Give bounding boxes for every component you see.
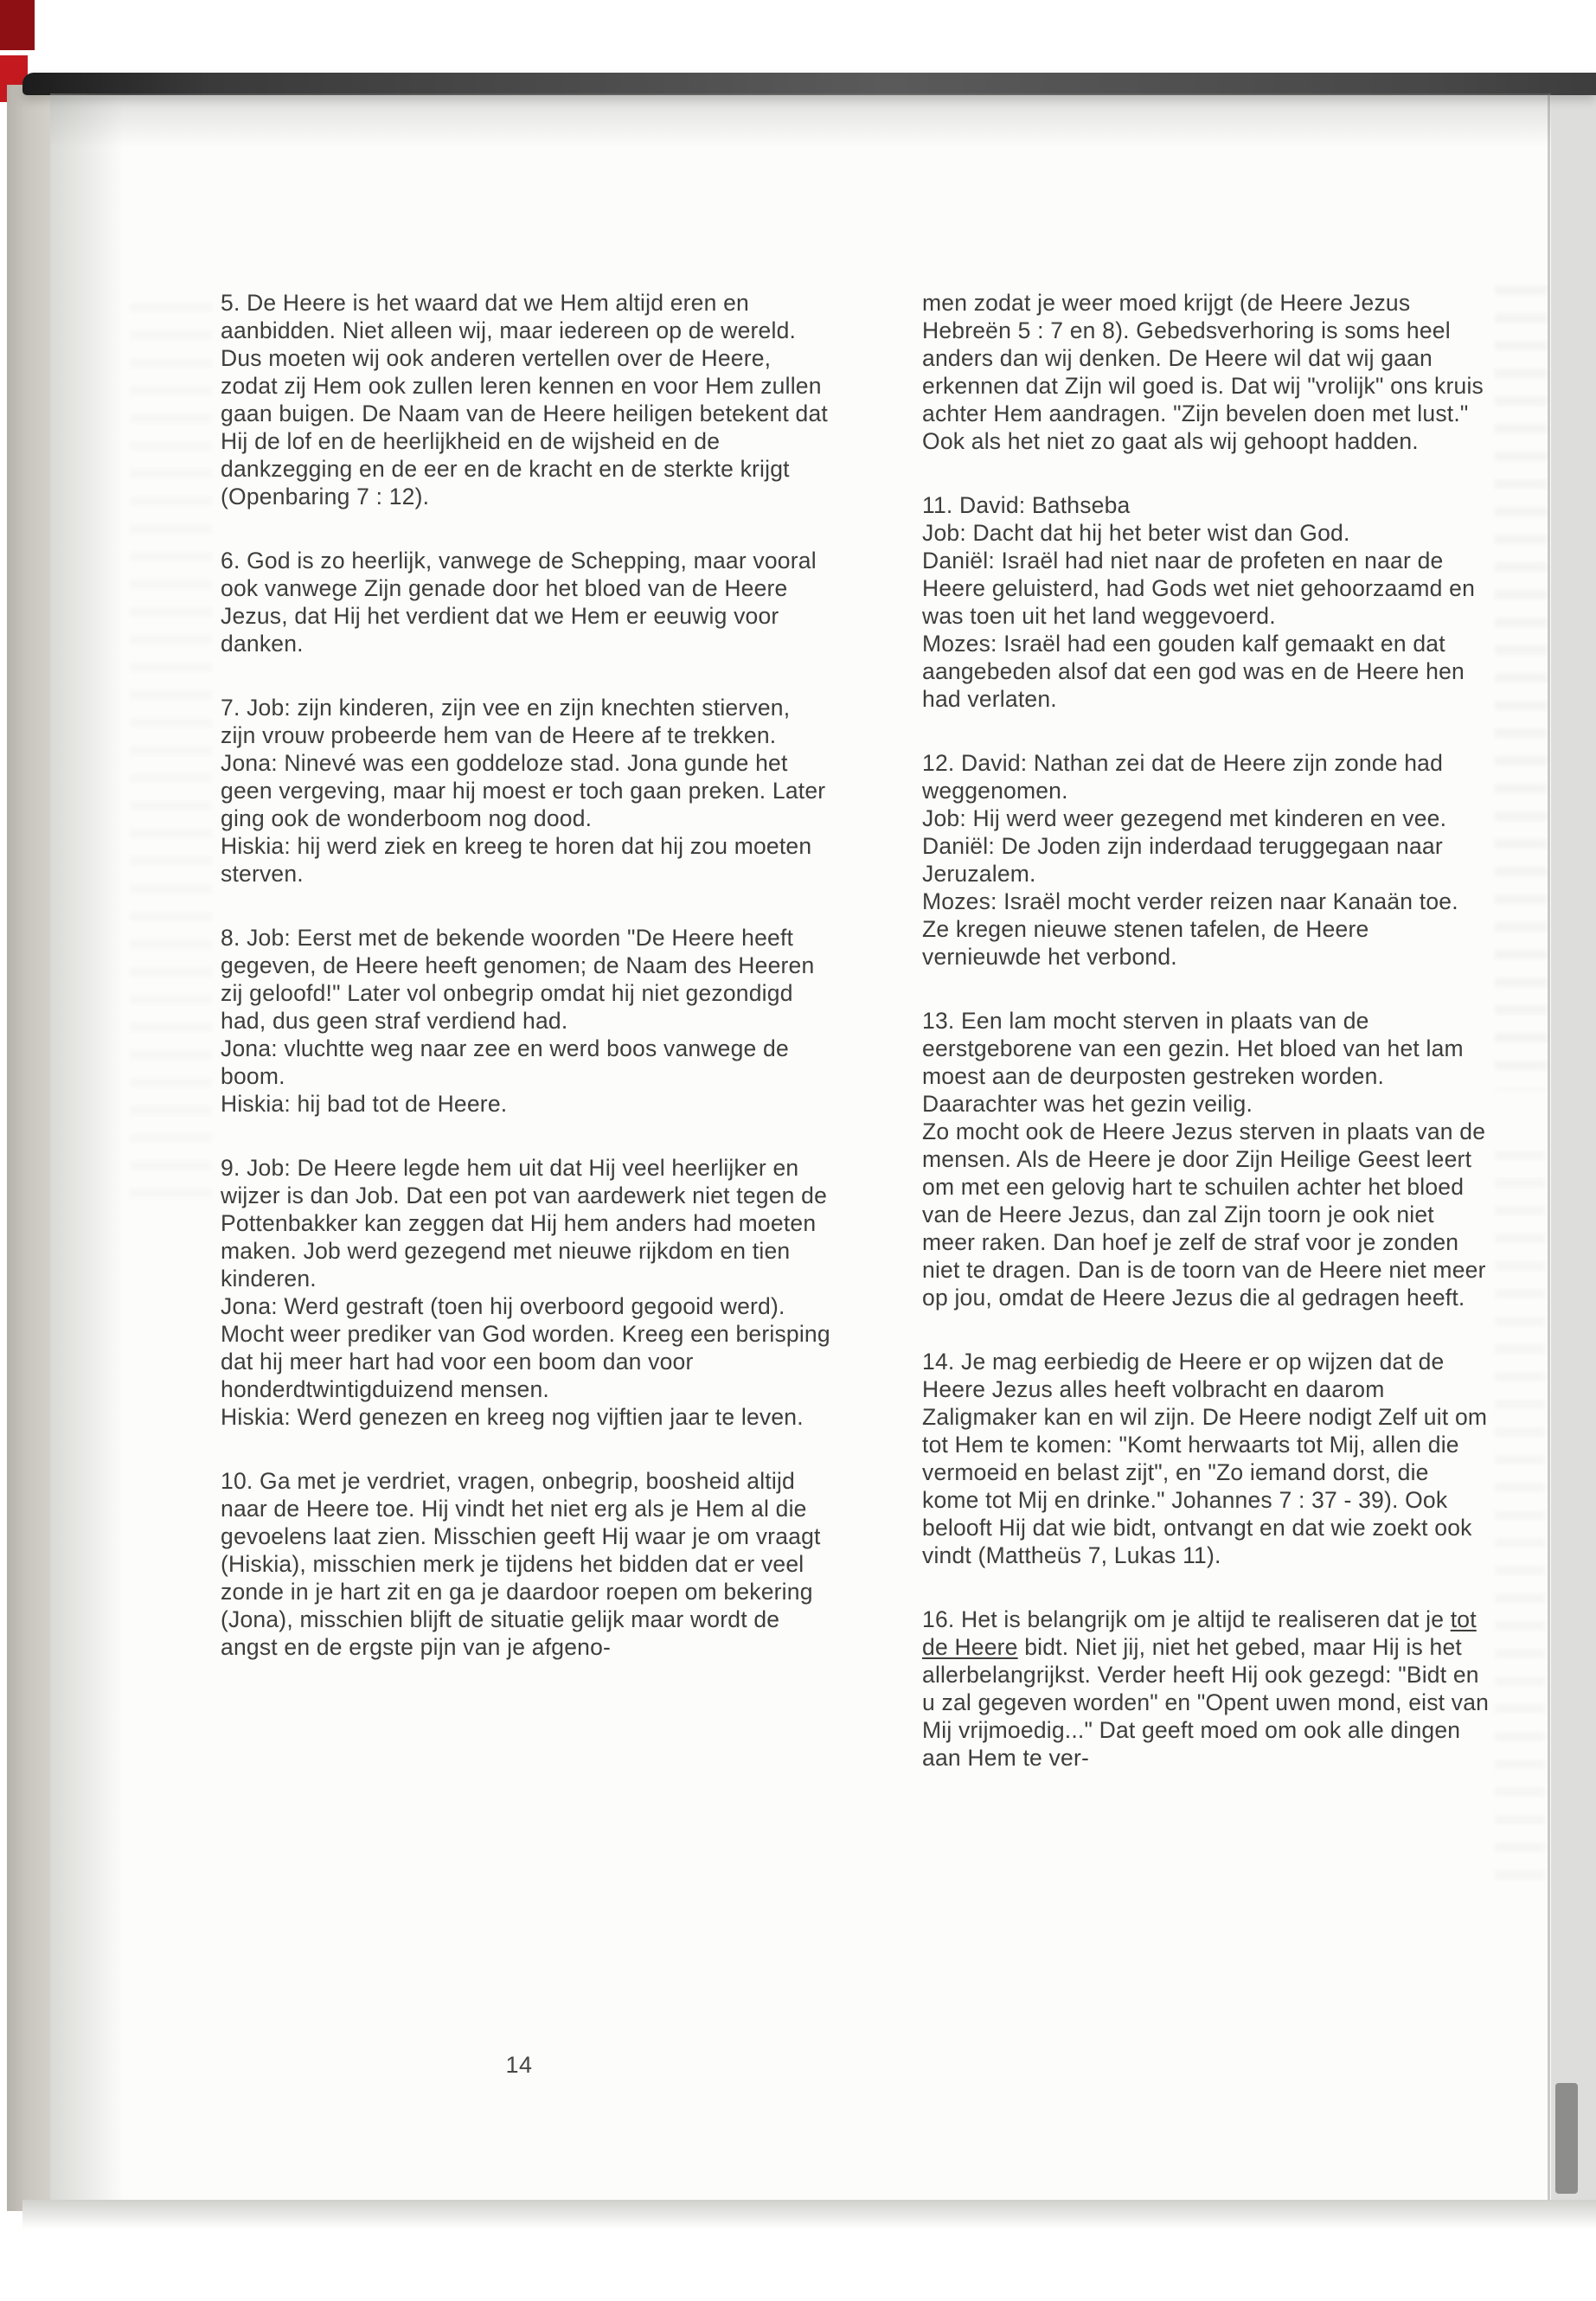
text-line: 11. David: Bathseba (922, 492, 1131, 518)
book-top-edge (22, 73, 1596, 95)
paragraph (922, 289, 1491, 455)
paragraph (922, 1606, 1491, 1772)
text-segment: 16. Het is belangrijk om je altijd te realiseren dat je (922, 1606, 1451, 1632)
text-line: Job: Hij werd weer gezegend met kinderen en vee. (922, 805, 1447, 831)
page-inner-margin-shadow (50, 93, 124, 2200)
paragraph (221, 694, 830, 888)
book-cover-edge-right (1551, 83, 1596, 2211)
text-line (922, 1606, 1491, 1772)
paragraph (922, 491, 1491, 713)
text-line: 8. Job: Eerst met de bekende woorden "De Heere heeft gegeven, de Heere heeft genomen; de Naam des Heeren zij geloofd!" Later vol onbegrip omdat hij niet gezondigd had, dus geen straf verdiend had. (221, 925, 815, 1034)
text-line: 12. David: Nathan zei dat de Heere zijn zonde had weggenomen. (922, 750, 1444, 804)
paragraph (221, 289, 830, 510)
bleedthrough-text-left (130, 303, 212, 1211)
text-segment: bidt. Niet jij, niet het gebed, maar Hij is het allerbelangrijkst. Verder heeft Hij ook gezegd: "Bidt en u zal gegeven worden" en "Opent uwen mond, eist van Mij vrijmoedig..." Dat geeft moed om ook alle dingen aan Hem te ver- (922, 1634, 1490, 1771)
text-line: Zo mocht ook de Heere Jezus sterven in plaats van de mensen. Als de Heere je door Zijn Heilige Geest leert om met een gelovig hart te schuilen achter het bloed van de Heere Jezus, dan zal Zijn toorn je ook niet meer raken. Dan hoef je zelf de straf voor je zonden niet te dragen. Dan is de toorn van de Heere niet meer op jou, omdat de Heere Jezus die al gedragen heeft. (922, 1118, 1486, 1311)
text-line: Daniël: Israël had niet naar de profeten en naar de Heere geluisterd, had Gods wet niet gehoorzaamd en was toen uit het land weggevoerd. (922, 548, 1476, 629)
book-cover-edge-left (7, 85, 52, 2211)
page-right-edge-line (1548, 93, 1550, 2200)
text-line: 5. De Heere is het waard dat we Hem altijd eren en aanbidden. Niet alleen wij, maar iedereen op de wereld. Dus moeten wij ook anderen vertellen over de Heere, zodat zij Hem ook zullen leren kennen en voor Hem zullen gaan buigen. De Naam van de Heere heiligen betekent dat Hij de lof en de heerlijkheid en de wijsheid en de dankzegging en de eer en de kracht en de sterkte krijgt (Openbaring 7 : 12). (221, 290, 828, 510)
text-line: 7. Job: zijn kinderen, zijn vee en zijn knechten stierven, zijn vrouw probeerde hem van de Heere af te trekken. (221, 695, 791, 748)
page-edge-smudge (1555, 2083, 1578, 2194)
text-line: 6. God is zo heerlijk, vanwege de Schepping, maar vooral ook vanwege Zijn genade door het bloed van de Heere Jezus, dat Hij het verdient dat we Hem er eeuwig voor danken. (221, 548, 817, 657)
paragraph (221, 1154, 830, 1431)
text-line: 9. Job: De Heere legde hem uit dat Hij veel heerlijker en wijzer is dan Job. Dat een pot van aardewerk niet tegen de Pottenbakker kan zeggen dat Hij hem anders had moeten maken. Job werd gezegend met nieuwe rijkdom en tien kinderen. (221, 1155, 828, 1292)
paragraph (221, 1467, 830, 1661)
text-line: 13. Een lam mocht sterven in plaats van de eerstgeborene van een gezin. Het bloed van het lam moest aan de deurposten gestreken worden. Daarachter was het gezin veilig. (922, 1008, 1464, 1117)
bleedthrough-text-right (1495, 285, 1547, 1090)
paragraph (922, 1348, 1491, 1569)
page-number: 14 (505, 2052, 533, 2078)
paragraph (922, 1007, 1491, 1311)
text-line: 14. Je mag eerbiedig de Heere er op wijzen dat de Heere Jezus alles heeft volbracht en daarom Zaligmaker kan en wil zijn. De Heere nodigt Zelf uit om tot Hem te komen: "Komt herwaarts tot Mij, allen die vermoeid en belast zijt", en "Zo iemand dorst, die kome tot Mij en drinke." Johannes 7 : 37 - 39). Ook belooft Hij dat wie bidt, ontvangt en dat wie zoekt ook vindt (Mattheüs 7, Lukas 11). (922, 1349, 1488, 1568)
paragraph (922, 749, 1491, 971)
text-line: Job: Dacht dat hij het beter wist dan God. (922, 520, 1350, 546)
paragraph (221, 924, 830, 1118)
text-line: Mozes: Israël mocht verder reizen naar Kanaän toe. Ze kregen nieuwe stenen tafelen, de Heere vernieuwde het verbond. (922, 888, 1458, 970)
text-line: Mozes: Israël had een gouden kalf gemaakt en dat aangebeden alsof dat een god was en de Heere hen had verlaten. (922, 631, 1465, 712)
text-line: Hiskia: Werd genezen en kreeg nog vijftien jaar te leven. (221, 1404, 804, 1430)
bleedthrough-text-right-lower (1495, 1150, 1545, 1886)
text-line: Jona: Ninevé was een goddeloze stad. Jona gunde het geen vergeving, maar hij moest er toch gaan preken. Later ging ook de wonderboom nog dood. (221, 750, 826, 831)
text-line: Daniël: De Joden zijn inderdaad teruggegaan naar Jeruzalem. (922, 833, 1443, 887)
underlined-text: tot de Heere (922, 1606, 1477, 1660)
text-line: Jona: Werd gestraft (toen hij overboord gegooid werd). Mocht weer prediker van God worden. Kreeg een berisping dat hij meer hart had voor een boom dan voor honderdtwintigduizend mensen. (221, 1293, 830, 1402)
text-line: Jona: vluchtte weg naar zee en werd boos vanwege de boom. (221, 1035, 789, 1089)
text-line: men zodat je weer moed krijgt (de Heere Jezus Hebreën 5 : 7 en 8). Gebedsverhoring is soms heel anders dan wij denken. De Heere wil dat wij gaan erkennen dat Zijn wil goed is. Dat wij "vrolijk" ons kruis achter Hem aandragen. "Zijn bevelen doen met lust." Ook als het niet zo gaat als wij gehoopt hadden. (922, 290, 1484, 454)
text-column-right (922, 289, 1491, 1772)
text-column-left (221, 289, 830, 1661)
page-top-shadow (50, 93, 1551, 147)
paragraph (221, 547, 830, 657)
text-line: Hiskia: hij werd ziek en kreeg te horen dat hij zou moeten sterven. (221, 833, 812, 887)
page-bottom-shadow (22, 2200, 1596, 2229)
text-line: 10. Ga met je verdriet, vragen, onbegrip, boosheid altijd naar de Heere toe. Hij vindt het niet erg als je Hem al die gevoelens laat zien. Misschien geeft Hij waar je om vraagt (Hiskia), misschien merk je tijdens het bidden dat er veel zonde in je hart zit en ga je daardoor roepen om bekering (Jona), misschien blijft de situatie gelijk maar wordt de angst en de ergste pijn van je afgeno- (221, 1468, 821, 1660)
text-line: Hiskia: hij bad tot de Heere. (221, 1091, 508, 1117)
red-spine-mark-top (0, 0, 35, 50)
